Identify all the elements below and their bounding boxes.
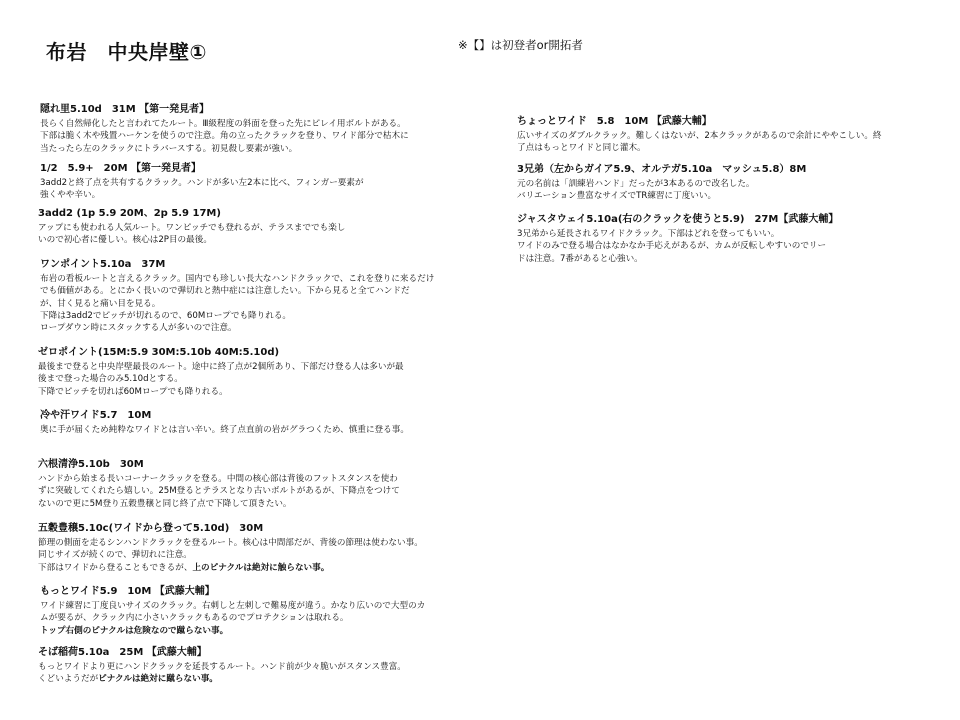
route-desc-line: ワイドのみで登る場合はなかなか手応えがあるが、カムが反転しやすいのでリー	[517, 241, 827, 252]
route-one-point	[40, 258, 434, 334]
pinnacle-warning: ピナクルは絶対に蹴らない事。	[98, 674, 218, 685]
route-name: ちょっとワイド 5.8 10M 【武藤大輔】	[517, 116, 712, 127]
route-desc-line: 後まで登った場合のみ5.10dとする。	[38, 374, 183, 385]
route-hiyaase-wide	[40, 409, 409, 436]
route-desc-line: 当たったら左のクラックにトラバースする。初見殺し要素が強い。	[40, 143, 298, 154]
page-title: 布岩 中央岸壁①	[46, 40, 207, 64]
pinnacle-warning: 上のピナクルは絶対に触らない事。	[192, 562, 330, 573]
route-name: ジャスタウェイ5.10a(右のクラックを使うと5.9) 27M【武藤大輔】	[517, 214, 839, 225]
route-name: 3add2 (1p 5.9 20M、2p 5.9 17M)	[38, 208, 221, 219]
route-desc-line: バリエーション豊富なサイズでTR練習に丁度いい。	[517, 191, 717, 202]
route-desc-line: ムが要るが、クラック内に小さいクラックもあるのでプロテクションは取れる。	[40, 613, 349, 624]
route-name: 隠れ里5.10d 31M 【第一発見者】	[40, 104, 210, 115]
route-desc-line: ドは注意。7番があると心強い。	[517, 253, 643, 264]
route-desc-line: ハンドから始まる長いコーナークラックを登る。中間の核心部は背後のフットスタンスを使わ	[38, 474, 398, 484]
route-desc-line: 広いサイズのダブルクラック。難しくはないが、2本クラックがあるので余計にややこしい。終	[517, 131, 882, 141]
route-motto-wide	[40, 585, 425, 637]
route-name: 六根清浄5.10b 30M	[38, 459, 144, 470]
route-name: 冷や汗ワイド5.7 10M	[40, 410, 152, 421]
route-justaway	[517, 213, 838, 265]
route-desc-line: ないので更に5M登り五穀豊穣と同じ終了点で下降して頂きたい。	[38, 498, 292, 509]
route-desc-line: でも価値がある。とにかく長いので弾切れと熱中症には注意したい。下から見ると全てハンドだ	[40, 286, 410, 297]
route-desc-line: もっとワイドより更にハンドクラックを延長するルート。ハンド前が少々脆いがスタンス豊富。	[38, 662, 406, 672]
route-desc-line: 長らく自然帰化したと言われてたルート。Ⅲ級程度の斜面を登った先にピレイ用ボルトがある。	[40, 119, 406, 129]
route-desc-line: 3add2と終了点を共有するクラック。ハンドが多い左2本に比べ、フィンガー要素が	[40, 178, 364, 188]
route-desc-line: いので初心者に優しい。核心は2P目の最後。	[38, 235, 212, 246]
route-desc-line: 下部は脆く木や残置ハーケンを使うので注意。角の立ったクラックを登り、ワイド部分で枯木に	[40, 131, 409, 142]
route-name: そば稲荷5.10a 25M 【武藤大輔】	[38, 647, 207, 658]
route-name: 3兄弟（左からガイア5.9、オルテガ5.10a マッシュ5.8）8M	[517, 164, 807, 175]
route-soba-inari	[38, 646, 406, 686]
route-rokkon-shoujou	[38, 458, 400, 510]
route-gokoku-houjou	[38, 522, 423, 574]
route-desc-text: くどいようだが	[38, 674, 99, 685]
first-ascent-note: ※【】は初登者or開拓者	[458, 38, 583, 52]
route-name: 1/2 5.9+ 20M 【第一発見者】	[40, 163, 202, 174]
route-desc-line: 下降は3add2でピッチが切れるので、60Mロープでも降りれる。	[40, 310, 292, 321]
pinnacle-warning: トップ右側のピナクルは危険なので蹴らない事。	[40, 625, 229, 636]
route-name: ゼロポイント(15M:5.9 30M:5.10b 40M:5.10d)	[38, 347, 280, 358]
route-desc-line: 奥に手が届くため純粋なワイドとは言い辛い。終了点直前の岩がグラつくため、慎重に登る事。	[40, 425, 409, 435]
route-desc-line-mixed	[38, 562, 423, 574]
route-desc-line: 同じサイズが続くので、弾切れに注意。	[38, 550, 192, 561]
route-zero-point	[38, 346, 404, 398]
route-one-half	[40, 162, 364, 202]
route-3add2	[38, 207, 345, 247]
route-desc-line: 強くやや辛い。	[40, 190, 101, 201]
route-desc-line-mixed	[38, 673, 406, 685]
route-desc-line: 元の名前は「訓練岩ハンド」だったが3本あるので改名した。	[517, 179, 755, 189]
route-desc-line: 最後まで登ると中央岸壁最長のルート。途中に終了点が2個所あり、下部だけ登る人は多いが最	[38, 362, 404, 372]
route-desc-line: 了点はもっとワイドと同じ灌木。	[517, 143, 646, 154]
route-three-brothers	[517, 163, 806, 203]
route-desc-line: が、甘く見ると痛い目を見る。	[40, 298, 161, 309]
route-desc-line: 3兄弟から延長されるワイドクラック。下部はどれを登ってもいい。	[517, 229, 780, 239]
route-desc-line: 下降でピッチを切れば60Mロープでも降りれる。	[38, 386, 228, 397]
route-desc-line: ワイド練習に丁度良いサイズのクラック。右刺しと左刺しで難易度が違う。かなり広いので大型のカ	[40, 601, 426, 611]
route-desc-line: 布岩の看板ルートと言えるクラック。国内でも珍しい長大なハンドクラックで、これを登りに来るだけ	[40, 274, 435, 284]
route-desc-line: 節理の側面を走るシンハンドクラックを登るルート。核心は中間部だが、背後の節理は使わない事。	[38, 538, 423, 548]
route-chotto-wide	[517, 115, 882, 155]
route-desc-line: ずに突破してくれたら嬉しい。25M登るとテラスとなり古いボルトがあるが、下降点をつけて	[38, 486, 400, 497]
route-desc-text: 下部はワイドから登ることもできるが、	[38, 562, 193, 573]
route-kakurezato	[40, 103, 409, 155]
route-name: もっとワイド5.9 10M 【武藤大輔】	[40, 586, 215, 597]
route-desc-line: アップにも使われる人気ルート。ワンピッチでも登れるが、テラスまででも楽し	[38, 223, 346, 233]
route-name: 五穀豊穣5.10c(ワイドから登って5.10d) 30M	[38, 523, 264, 534]
route-desc-line: ロープダウン時にスタックする人が多いので注意。	[40, 323, 237, 334]
route-name: ワンポイント5.10a 37M	[40, 259, 166, 270]
